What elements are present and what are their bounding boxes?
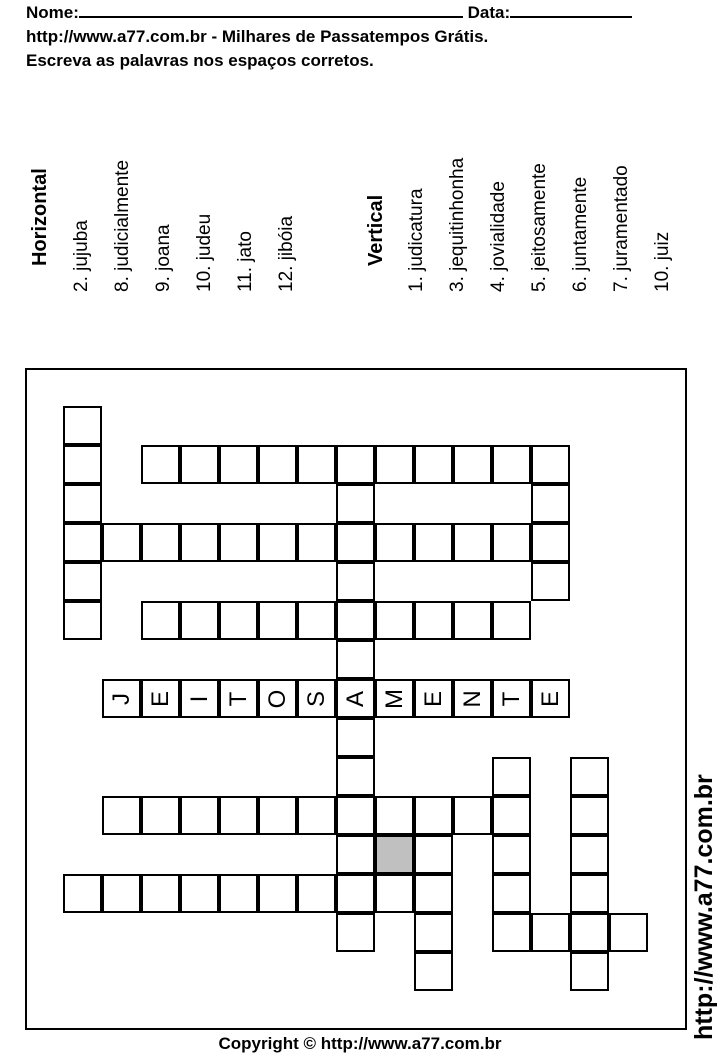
name-blank[interactable] <box>79 2 463 18</box>
side-url: http://www.a77.com.br <box>690 774 718 1040</box>
crossword-cell[interactable] <box>180 796 219 835</box>
crossword-cell[interactable] <box>453 679 492 718</box>
crossword-cell[interactable] <box>297 874 336 913</box>
crossword-cell[interactable] <box>336 679 375 718</box>
crossword-cell[interactable] <box>336 523 375 562</box>
crossword-cell[interactable] <box>336 874 375 913</box>
crossword-cell[interactable] <box>531 562 570 601</box>
crossword-cell[interactable] <box>180 601 219 640</box>
crossword-cell[interactable] <box>63 601 102 640</box>
crossword-cell[interactable] <box>63 523 102 562</box>
crossword-cell[interactable] <box>180 679 219 718</box>
crossword-cell[interactable] <box>453 445 492 484</box>
crossword-cell[interactable] <box>531 445 570 484</box>
crossword-cell[interactable] <box>336 757 375 796</box>
crossword-cell[interactable] <box>414 445 453 484</box>
crossword-cell[interactable] <box>219 874 258 913</box>
horizontal-clue: 10. judeu <box>194 213 215 292</box>
cell-letter: E <box>146 690 174 707</box>
horizontal-clue: 12. jibóia <box>276 215 297 292</box>
crossword-cell[interactable] <box>570 952 609 991</box>
crossword-cell[interactable] <box>336 913 375 952</box>
crossword-cell[interactable] <box>570 757 609 796</box>
site-line: http://www.a77.com.br - Milhares de Passatempos Grátis. <box>26 27 489 46</box>
crossword-cell[interactable] <box>414 835 453 874</box>
vertical-title: Vertical <box>365 194 387 266</box>
cell-letter: S <box>302 690 330 707</box>
crossword-cell[interactable] <box>492 757 531 796</box>
cell-letter: M <box>380 688 408 709</box>
crossword-cell[interactable] <box>219 445 258 484</box>
crossword-cell[interactable] <box>492 874 531 913</box>
horizontal-clue: 8. judicialmente <box>112 159 133 292</box>
horizontal-clue: 2. jujuba <box>71 220 92 292</box>
name-date-line <box>26 2 632 23</box>
cell-letter: E <box>419 690 447 707</box>
crossword-cell[interactable] <box>102 874 141 913</box>
instruction: Escreva as palavras nos espaços corretos. <box>26 51 374 70</box>
name-label: Nome: <box>26 3 79 22</box>
crossword-cell[interactable] <box>63 445 102 484</box>
crossword-cell[interactable] <box>141 523 180 562</box>
crossword-cell[interactable] <box>492 835 531 874</box>
shaded-cell[interactable] <box>375 835 414 874</box>
crossword-cell[interactable] <box>180 874 219 913</box>
crossword-cell[interactable] <box>63 484 102 523</box>
crossword-cell[interactable] <box>336 562 375 601</box>
crossword-cell[interactable] <box>141 445 180 484</box>
crossword-cell[interactable] <box>375 445 414 484</box>
crossword-cell[interactable] <box>570 796 609 835</box>
crossword-cell[interactable] <box>63 874 102 913</box>
crossword-cell[interactable] <box>375 796 414 835</box>
crossword-cell[interactable] <box>258 523 297 562</box>
copyright: Copyright © http://www.a77.com.br <box>218 1034 502 1053</box>
crossword-cell[interactable] <box>180 523 219 562</box>
cell-letter: A <box>341 690 369 707</box>
crossword-cell[interactable] <box>531 484 570 523</box>
crossword-cell[interactable] <box>63 406 102 445</box>
crossword-cell[interactable] <box>297 796 336 835</box>
cell-letter: O <box>263 689 291 708</box>
crossword-cell[interactable] <box>570 874 609 913</box>
crossword-cell[interactable] <box>258 796 297 835</box>
crossword-cell[interactable] <box>336 601 375 640</box>
crossword-cell[interactable] <box>492 445 531 484</box>
crossword-cell[interactable] <box>102 796 141 835</box>
crossword-cell[interactable] <box>258 445 297 484</box>
cell-letter: T <box>224 691 252 706</box>
crossword-cell[interactable] <box>258 874 297 913</box>
cell-letter: T <box>497 691 525 706</box>
crossword-cell[interactable] <box>141 874 180 913</box>
vertical-clue: 7. juramentado <box>611 165 632 292</box>
crossword-cell[interactable] <box>492 601 531 640</box>
crossword-cell[interactable] <box>414 796 453 835</box>
crossword-cell[interactable] <box>336 835 375 874</box>
crossword-cell[interactable] <box>414 601 453 640</box>
crossword-cell[interactable] <box>414 952 453 991</box>
crossword-cell[interactable] <box>609 913 648 952</box>
crossword-cell[interactable] <box>414 523 453 562</box>
crossword-cell[interactable] <box>219 601 258 640</box>
crossword-cell[interactable] <box>63 562 102 601</box>
crossword-cell[interactable] <box>375 601 414 640</box>
crossword-cell[interactable] <box>336 718 375 757</box>
crossword-cell[interactable] <box>336 445 375 484</box>
crossword-cell[interactable] <box>414 679 453 718</box>
crossword-cell[interactable] <box>375 874 414 913</box>
crossword-cell[interactable] <box>375 523 414 562</box>
crossword-cell[interactable] <box>453 601 492 640</box>
crossword-cell[interactable] <box>297 445 336 484</box>
crossword-cell[interactable] <box>492 523 531 562</box>
crossword-cell[interactable] <box>297 601 336 640</box>
horizontal-clue: 11. jato <box>235 231 256 292</box>
crossword-cell[interactable] <box>297 679 336 718</box>
vertical-clue: 4. jovialidade <box>488 181 509 292</box>
date-blank[interactable] <box>510 2 632 18</box>
crossword-cell[interactable] <box>453 523 492 562</box>
crossword-cell[interactable] <box>492 796 531 835</box>
vertical-clue: 1. judicatura <box>406 188 427 292</box>
crossword-cell[interactable] <box>102 523 141 562</box>
crossword-cell[interactable] <box>453 796 492 835</box>
horizontal-title: Horizontal <box>29 168 51 266</box>
crossword-cell[interactable] <box>219 679 258 718</box>
crossword-cell[interactable] <box>180 445 219 484</box>
crossword-cell[interactable] <box>414 874 453 913</box>
cell-letter: J <box>107 692 135 705</box>
crossword-cell[interactable] <box>492 913 531 952</box>
crossword-cell[interactable] <box>570 913 609 952</box>
crossword-cell[interactable] <box>219 796 258 835</box>
crossword-cell[interactable] <box>141 796 180 835</box>
vertical-clue: 10. juiz <box>652 231 673 292</box>
cell-letter: I <box>185 695 213 702</box>
crossword-cell[interactable] <box>336 640 375 679</box>
crossword-cell[interactable] <box>336 484 375 523</box>
crossword-cell[interactable] <box>258 679 297 718</box>
crossword-cell[interactable] <box>414 913 453 952</box>
crossword-cell[interactable] <box>492 679 531 718</box>
crossword-cell[interactable] <box>531 523 570 562</box>
vertical-clue: 5. jeitosamente <box>529 163 550 292</box>
crossword-cell[interactable] <box>297 523 336 562</box>
date-label: Data: <box>467 3 511 22</box>
crossword-cell[interactable] <box>141 601 180 640</box>
crossword-cell[interactable] <box>375 679 414 718</box>
crossword-cell[interactable] <box>570 835 609 874</box>
crossword-cell[interactable] <box>219 523 258 562</box>
cell-letter: E <box>536 690 564 707</box>
vertical-clue: 3. jequitinhonha <box>447 157 468 292</box>
crossword-cell[interactable] <box>531 679 570 718</box>
horizontal-clue: 9. joana <box>153 224 174 292</box>
crossword-cell[interactable] <box>102 679 141 718</box>
crossword-cell[interactable] <box>531 913 570 952</box>
vertical-clue: 6. juntamente <box>570 176 591 292</box>
cell-letter: N <box>458 689 486 708</box>
crossword-cell[interactable] <box>141 679 180 718</box>
crossword-cell[interactable] <box>336 796 375 835</box>
crossword-cell[interactable] <box>258 601 297 640</box>
